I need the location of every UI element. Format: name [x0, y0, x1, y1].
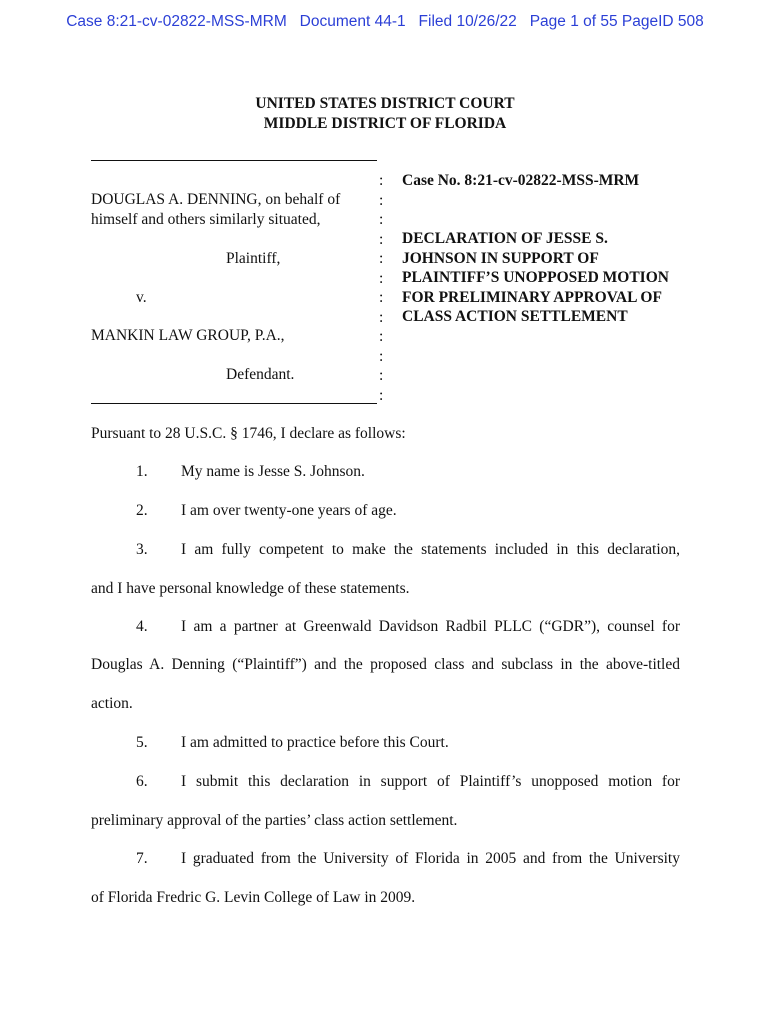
document-title-line: JOHNSON IN SUPPORT OF	[402, 249, 599, 267]
colon: :	[379, 269, 384, 287]
paragraph-text: My name is Jesse S. Johnson.	[181, 463, 365, 480]
document-title	[402, 229, 669, 327]
intro-text: Pursuant to 28 U.S.C. § 1746, I declare as follows:	[91, 425, 406, 442]
paragraph-text: I am fully competent to make the statements included in this declaration,	[181, 541, 680, 558]
court-name: UNITED STATES DISTRICT COURT	[255, 95, 515, 112]
paragraph-text-continued: action.	[91, 695, 133, 712]
document-title-line: CLASS ACTION SETTLEMENT	[402, 308, 628, 325]
paragraph-number: 5.	[136, 734, 148, 751]
paragraph-text: I am admitted to practice before this Court.	[181, 734, 449, 751]
paragraph-number: 6.	[136, 773, 148, 790]
court-heading	[0, 94, 770, 134]
caption-colon-column	[379, 171, 383, 405]
colon: :	[379, 211, 384, 228]
colon: :	[379, 328, 384, 345]
document-title-line: FOR PRELIMINARY APPROVAL OF	[402, 288, 662, 306]
colon: :	[379, 386, 384, 404]
paragraph-number: 4.	[136, 618, 148, 635]
paragraph-text: I graduated from the University of Florida in 2005 and from the University	[181, 850, 680, 867]
colon: :	[379, 367, 384, 384]
plaintiff-name-line1: DOUGLAS A. DENNING, on behalf of	[91, 191, 341, 208]
colon: :	[379, 347, 384, 365]
paragraph-text-continued: preliminary approval of the parties’ class action settlement.	[91, 812, 458, 829]
document-title-line: PLAINTIFF’S UNOPPOSED MOTION	[402, 269, 669, 286]
case-number: Case No. 8:21-cv-02822-MSS-MRM	[402, 172, 640, 189]
versus: v.	[136, 289, 147, 306]
defendant-role: Defendant.	[226, 366, 295, 383]
plaintiff-name-line2: himself and others similarly situated,	[91, 211, 321, 228]
colon: :	[379, 230, 384, 248]
paragraph-text-continued: Douglas A. Denning (“Plaintiff”) and the proposed class and subclass in the above-titled	[91, 656, 680, 673]
paragraph-text: I submit this declaration in support of Plaintiff’s unopposed motion for	[181, 773, 680, 790]
paragraph-number: 2.	[136, 502, 148, 519]
defendant-name: MANKIN LAW GROUP, P.A.,	[91, 327, 285, 344]
paragraph-number: 3.	[136, 541, 148, 558]
paragraph-number: 1.	[136, 463, 148, 480]
paragraph-number: 7.	[136, 850, 148, 867]
paragraph-text: I am a partner at Greenwald Davidson Radbil PLLC (“GDR”), counsel for	[181, 618, 680, 635]
document-title-line: DECLARATION OF JESSE S.	[402, 230, 608, 247]
colon: :	[379, 289, 384, 306]
colon: :	[379, 308, 384, 326]
colon: :	[379, 191, 384, 209]
colon: :	[379, 250, 384, 267]
court-district: MIDDLE DISTRICT OF FLORIDA	[263, 115, 507, 132]
paragraph-text-continued: and I have personal knowledge of these statements.	[91, 580, 410, 597]
colon: :	[379, 172, 384, 189]
paragraph-text: I am over twenty-one years of age.	[181, 502, 397, 519]
caption-bottom-rule	[91, 403, 377, 404]
plaintiff-role: Plaintiff,	[226, 250, 281, 267]
caption-top-rule	[91, 160, 377, 161]
paragraph-text-continued: of Florida Fredric G. Levin College of Law in 2009.	[91, 889, 416, 906]
ecf-filing-header: Case 8:21-cv-02822-MSS-MRM Document 44-1 Filed 10/26/22 Page 1 of 55 PageID 508	[66, 13, 704, 30]
